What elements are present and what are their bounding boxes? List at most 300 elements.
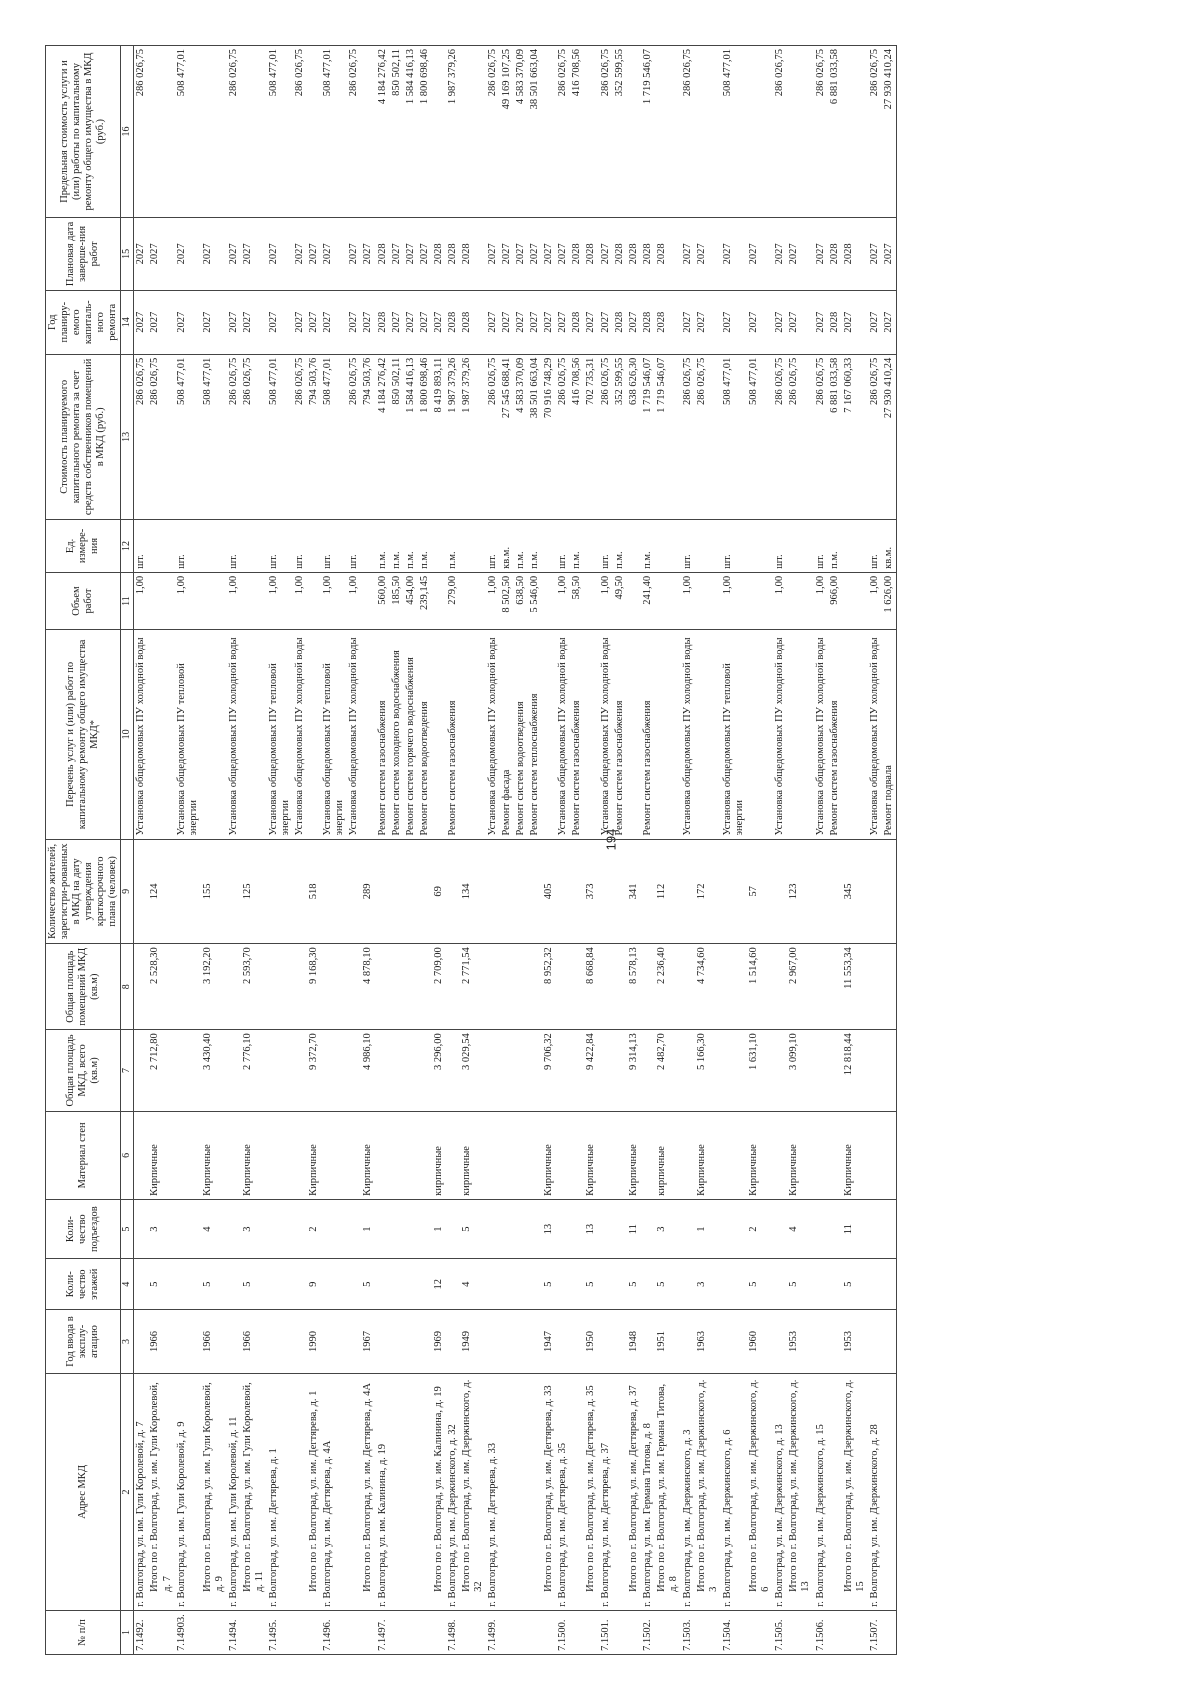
completion-year-cell: 2027 (175, 218, 201, 291)
work-description-cell: Ремонт систем газоснабжения (446, 630, 460, 839)
row-number (361, 1610, 375, 1654)
unit-cell (787, 519, 813, 572)
volume-cell: 8 502,50 (500, 572, 514, 629)
work-description-cell: Установка общедомовых ПУ холодной воды (486, 630, 500, 839)
floors-cell (514, 1259, 528, 1310)
wall-material-cell (641, 1111, 655, 1199)
repair-year-cell: 2027 (134, 290, 149, 354)
wall-material-cell: Кирпичные (542, 1111, 556, 1199)
completion-year-cell: 2027 (486, 218, 500, 291)
repair-year-cell: 2027 (814, 290, 828, 354)
entrances-cell (570, 1199, 584, 1259)
premises-area-cell: 2 236,40 (655, 944, 681, 1030)
completion-year-cell: 2027 (787, 218, 813, 291)
wall-material-cell (390, 1111, 404, 1199)
work-description-cell (460, 630, 486, 839)
limit-cost-cell: 850 502,11 (390, 46, 404, 218)
unit-cell: шт. (321, 519, 347, 572)
residents-cell (599, 839, 613, 944)
limit-cost-cell: 508 477,01 (175, 46, 201, 218)
total-area-cell: 3 296,00 (432, 1030, 446, 1112)
limit-cost-cell (307, 46, 321, 218)
total-area-cell (514, 1030, 528, 1112)
completion-year-cell: 2028 (655, 218, 681, 291)
header-cell: Адрес МКД (46, 1373, 121, 1610)
total-area-cell (528, 1030, 542, 1112)
work-description-cell: Установка общедомовых ПУ тепловой энергии (267, 630, 293, 839)
wall-material-cell (882, 1111, 897, 1199)
address-cell: Итого по г. Волгоград, ул. им. Дегтярева, д. 37 (627, 1373, 641, 1610)
year-cell (828, 1310, 842, 1374)
wall-material-cell (681, 1111, 695, 1199)
page-number: 194 (603, 828, 619, 851)
total-area-cell: 9 314,13 (627, 1030, 641, 1112)
completion-year-cell: 2028 (613, 218, 627, 291)
entrances-cell (882, 1199, 897, 1259)
row-number: 7.1496. (321, 1610, 347, 1654)
work-description-cell: Установка общедомовых ПУ холодной воды (773, 630, 787, 839)
premises-area-cell (418, 944, 432, 1030)
year-cell (404, 1310, 418, 1374)
unit-cell: п.м. (446, 519, 460, 572)
completion-year-cell: 2027 (814, 218, 828, 291)
unit-cell (432, 519, 446, 572)
cost-cell: 38 501 663,04 (528, 354, 542, 519)
wall-material-cell: Кирпичные (695, 1111, 721, 1199)
table-row (681, 46, 695, 1655)
volume-cell (460, 572, 486, 629)
total-area-cell: 5 166,30 (695, 1030, 721, 1112)
volume-cell (361, 572, 375, 629)
wall-material-cell (814, 1111, 828, 1199)
total-area-cell: 3 029,54 (460, 1030, 486, 1112)
limit-cost-cell: 1 719 546,07 (641, 46, 655, 218)
table-body (134, 46, 897, 1655)
residents-cell: 518 (307, 839, 321, 944)
volume-cell: 1 626,00 (882, 572, 897, 629)
limit-cost-cell (787, 46, 813, 218)
address-cell: г. Волгоград, ул. им. Дегтярева, д. 35 (556, 1373, 570, 1610)
address-cell: Итого по г. Волгоград, ул. им. Калинина, д. 19 (432, 1373, 446, 1610)
limit-cost-cell: 352 599,55 (613, 46, 627, 218)
entrances-cell (134, 1199, 149, 1259)
year-cell (613, 1310, 627, 1374)
address-cell: г. Волгоград, ул. им. Дзержинского, д. 3 (681, 1373, 695, 1610)
year-cell: 1953 (842, 1310, 868, 1374)
total-area-cell (721, 1030, 747, 1112)
unit-cell: п.м. (528, 519, 542, 572)
work-description-cell: Установка общедомовых ПУ тепловой энергии (321, 630, 347, 839)
address-cell: Итого по г. Волгоград, ул. им. Дзержинского, д. 13 (787, 1373, 813, 1610)
unit-cell: п.м. (613, 519, 627, 572)
row-number (655, 1610, 681, 1654)
completion-year-cell: 2027 (882, 218, 897, 291)
wall-material-cell (347, 1111, 361, 1199)
limit-cost-cell: 38 501 663,04 (528, 46, 542, 218)
row-number: 7.1501. (599, 1610, 613, 1654)
repair-year-cell: 2027 (321, 290, 347, 354)
entrances-cell (868, 1199, 882, 1259)
unit-cell: шт. (681, 519, 695, 572)
wall-material-cell: Кирпичные (148, 1111, 174, 1199)
wall-material-cell: кирпичные (460, 1111, 486, 1199)
cost-cell: 508 477,01 (201, 354, 227, 519)
residents-cell: 125 (241, 839, 267, 944)
residents-cell (868, 839, 882, 944)
volume-cell: 1,00 (175, 572, 201, 629)
residents-cell (882, 839, 897, 944)
total-area-cell (868, 1030, 882, 1112)
completion-year-cell: 2027 (747, 218, 773, 291)
unit-cell: п.м. (514, 519, 528, 572)
column-number: 6 (121, 1111, 134, 1199)
header-cell: Стоимость планируемого капитального ремонта за счет средств собственников помещений в МКД (руб.) (46, 354, 121, 519)
year-cell (486, 1310, 500, 1374)
limit-cost-cell (241, 46, 267, 218)
column-number-row (121, 46, 134, 1655)
entrances-cell: 1 (695, 1199, 721, 1259)
cost-cell: 70 916 748,29 (542, 354, 556, 519)
address-cell: Итого по г. Волгоград, ул. им. Дегтярева, д. 35 (584, 1373, 598, 1610)
row-number (842, 1610, 868, 1654)
address-cell: г. Волгоград, ул. им. Дегтярева, д. 4А (321, 1373, 347, 1610)
residents-cell: 289 (361, 839, 375, 944)
address-cell (613, 1373, 627, 1610)
premises-area-cell (570, 944, 584, 1030)
header-cell: Материал стен (46, 1111, 121, 1199)
wall-material-cell (613, 1111, 627, 1199)
table-row (175, 46, 201, 1655)
wall-material-cell (528, 1111, 542, 1199)
entrances-cell: 4 (201, 1199, 227, 1259)
column-number: 10 (121, 630, 134, 839)
work-description-cell: Ремонт систем газоснабжения (641, 630, 655, 839)
wall-material-cell (321, 1111, 347, 1199)
premises-area-cell (721, 944, 747, 1030)
repair-year-cell: 2027 (241, 290, 267, 354)
repair-year-cell: 2027 (695, 290, 721, 354)
unit-cell: п.м. (828, 519, 842, 572)
row-number (500, 1610, 514, 1654)
completion-year-cell: 2027 (390, 218, 404, 291)
unit-cell (241, 519, 267, 572)
address-cell: г. Волгоград, ул. им. Гули Королевой, д. 7 (134, 1373, 149, 1610)
wall-material-cell (500, 1111, 514, 1199)
volume-cell (695, 572, 721, 629)
limit-cost-cell (627, 46, 641, 218)
premises-area-cell: 2 771,54 (460, 944, 486, 1030)
floors-cell (773, 1259, 787, 1310)
repair-year-cell: 2028 (655, 290, 681, 354)
entrances-cell: 1 (361, 1199, 375, 1259)
table-row (613, 46, 627, 1655)
row-number (148, 1610, 174, 1654)
total-row (307, 46, 321, 1655)
work-description-cell (842, 630, 868, 839)
limit-cost-cell: 286 026,75 (868, 46, 882, 218)
wall-material-cell: Кирпичные (627, 1111, 641, 1199)
address-cell (390, 1373, 404, 1610)
residents-cell (134, 839, 149, 944)
limit-cost-cell: 286 026,75 (814, 46, 828, 218)
floors-cell (681, 1259, 695, 1310)
work-description-cell: Ремонт систем газоснабжения (376, 630, 390, 839)
premises-area-cell (814, 944, 828, 1030)
header-cell: № п/п (46, 1610, 121, 1654)
limit-cost-cell (201, 46, 227, 218)
total-area-cell (175, 1030, 201, 1112)
residents-cell (814, 839, 828, 944)
residents-cell (556, 839, 570, 944)
unit-cell: шт. (868, 519, 882, 572)
repair-year-cell: 2027 (347, 290, 361, 354)
cost-cell: 794 503,76 (307, 354, 321, 519)
floors-cell (868, 1259, 882, 1310)
cost-cell: 286 026,75 (556, 354, 570, 519)
work-description-cell: Установка общедомовых ПУ холодной воды (681, 630, 695, 839)
table-row (514, 46, 528, 1655)
volume-cell: 5 546,00 (528, 572, 542, 629)
floors-cell (641, 1259, 655, 1310)
unit-cell: шт. (267, 519, 293, 572)
column-number: 9 (121, 839, 134, 944)
unit-cell (842, 519, 868, 572)
residents-cell (267, 839, 293, 944)
row-number (627, 1610, 641, 1654)
column-number: 2 (121, 1373, 134, 1610)
wall-material-cell (570, 1111, 584, 1199)
premises-area-cell: 2 593,70 (241, 944, 267, 1030)
address-cell: г. Волгоград, ул. им. Калинина, д. 19 (376, 1373, 390, 1610)
unit-cell: шт. (814, 519, 828, 572)
entrances-cell: 11 (842, 1199, 868, 1259)
row-number (584, 1610, 598, 1654)
year-cell (376, 1310, 390, 1374)
repair-year-cell: 2028 (828, 290, 842, 354)
address-cell: г. Волгоград, ул. им. Дзержинского, д. 15 (814, 1373, 828, 1610)
work-description-cell: Установка общедомовых ПУ холодной воды (134, 630, 149, 839)
premises-area-cell (390, 944, 404, 1030)
work-description-cell (584, 630, 598, 839)
floors-cell (321, 1259, 347, 1310)
limit-cost-cell (432, 46, 446, 218)
repair-year-cell: 2027 (773, 290, 787, 354)
total-row (627, 46, 641, 1655)
address-cell: г. Волгоград, ул. им. Гули Королевой, д. 9 (175, 1373, 201, 1610)
entrances-cell: 3 (655, 1199, 681, 1259)
entrances-cell (500, 1199, 514, 1259)
completion-year-cell: 2027 (418, 218, 432, 291)
unit-cell: шт. (347, 519, 361, 572)
cost-cell: 4 184 276,42 (376, 354, 390, 519)
year-cell (599, 1310, 613, 1374)
unit-cell: шт. (599, 519, 613, 572)
residents-cell (227, 839, 241, 944)
premises-area-cell: 11 553,34 (842, 944, 868, 1030)
cost-cell: 416 708,56 (570, 354, 584, 519)
entrances-cell: 13 (584, 1199, 598, 1259)
cost-cell: 286 026,75 (773, 354, 787, 519)
address-cell (404, 1373, 418, 1610)
limit-cost-cell (655, 46, 681, 218)
residents-cell: 155 (201, 839, 227, 944)
total-row (460, 46, 486, 1655)
address-cell (500, 1373, 514, 1610)
completion-year-cell: 2028 (460, 218, 486, 291)
entrances-cell: 3 (241, 1199, 267, 1259)
repair-year-cell: 2027 (148, 290, 174, 354)
total-area-cell: 2 776,10 (241, 1030, 267, 1112)
year-cell: 1949 (460, 1310, 486, 1374)
unit-cell: шт. (175, 519, 201, 572)
column-number: 8 (121, 944, 134, 1030)
limit-cost-cell (747, 46, 773, 218)
residents-cell: 345 (842, 839, 868, 944)
cost-cell: 286 026,75 (868, 354, 882, 519)
completion-year-cell: 2027 (241, 218, 267, 291)
residents-cell (528, 839, 542, 944)
floors-cell: 5 (148, 1259, 174, 1310)
year-cell (814, 1310, 828, 1374)
work-description-cell (627, 630, 641, 839)
limit-cost-cell (842, 46, 868, 218)
address-cell (293, 1373, 307, 1610)
volume-cell (307, 572, 321, 629)
row-number: 7.1495. (267, 1610, 293, 1654)
address-cell: Итого по г. Волгоград, ул. им. Гули Королевой, д. 9 (201, 1373, 227, 1610)
repair-year-cell: 2027 (175, 290, 201, 354)
work-description-cell (787, 630, 813, 839)
wall-material-cell (227, 1111, 241, 1199)
entrances-cell (486, 1199, 500, 1259)
limit-cost-cell: 416 708,56 (570, 46, 584, 218)
limit-cost-cell: 508 477,01 (321, 46, 347, 218)
work-description-cell: Установка общедомовых ПУ тепловой энергии (175, 630, 201, 839)
work-description-cell: Ремонт систем горячего водоснабжения (404, 630, 418, 839)
row-number: 7.14903. (175, 1610, 201, 1654)
entrances-cell (599, 1199, 613, 1259)
floors-cell (556, 1259, 570, 1310)
floors-cell: 5 (842, 1259, 868, 1310)
table-row (773, 46, 787, 1655)
residents-cell: 69 (432, 839, 446, 944)
total-area-cell (500, 1030, 514, 1112)
unit-cell (201, 519, 227, 572)
residents-cell (486, 839, 500, 944)
floors-cell (828, 1259, 842, 1310)
row-number: 7.1502. (641, 1610, 655, 1654)
repair-year-cell: 2028 (570, 290, 584, 354)
volume-cell: 49,50 (613, 572, 627, 629)
completion-year-cell: 2027 (321, 218, 347, 291)
column-number: 13 (121, 354, 134, 519)
entrances-cell: 11 (627, 1199, 641, 1259)
completion-year-cell: 2027 (201, 218, 227, 291)
volume-cell: 58,50 (570, 572, 584, 629)
premises-area-cell (227, 944, 241, 1030)
volume-cell (241, 572, 267, 629)
volume-cell: 1,00 (486, 572, 500, 629)
year-cell (556, 1310, 570, 1374)
floors-cell: 9 (307, 1259, 321, 1310)
total-area-cell (599, 1030, 613, 1112)
limit-cost-cell: 1 800 698,46 (418, 46, 432, 218)
year-cell: 1963 (695, 1310, 721, 1374)
premises-area-cell (514, 944, 528, 1030)
volume-cell: 1,00 (773, 572, 787, 629)
wall-material-cell (418, 1111, 432, 1199)
work-description-cell (655, 630, 681, 839)
repair-year-cell: 2027 (404, 290, 418, 354)
repair-year-cell: 2027 (556, 290, 570, 354)
year-cell (882, 1310, 897, 1374)
row-number (747, 1610, 773, 1654)
column-number: 14 (121, 290, 134, 354)
residents-cell (347, 839, 361, 944)
work-description-cell (361, 630, 375, 839)
total-row (542, 46, 556, 1655)
completion-year-cell: 2027 (681, 218, 695, 291)
year-cell (267, 1310, 293, 1374)
header-cell: Год ввода в эксплу-атацию (46, 1310, 121, 1374)
residents-cell: 57 (747, 839, 773, 944)
cost-cell: 286 026,75 (241, 354, 267, 519)
completion-year-cell: 2027 (599, 218, 613, 291)
address-cell (528, 1373, 542, 1610)
volume-cell (655, 572, 681, 629)
entrances-cell: 3 (148, 1199, 174, 1259)
row-number: 7.1499. (486, 1610, 500, 1654)
cost-cell: 508 477,01 (747, 354, 773, 519)
year-cell (418, 1310, 432, 1374)
entrances-cell (227, 1199, 241, 1259)
repair-year-cell: 2027 (390, 290, 404, 354)
total-area-cell (446, 1030, 460, 1112)
unit-cell (655, 519, 681, 572)
residents-cell (828, 839, 842, 944)
unit-cell: п.м. (390, 519, 404, 572)
unit-cell (627, 519, 641, 572)
completion-year-cell: 2027 (695, 218, 721, 291)
limit-cost-cell: 27 930 410,24 (882, 46, 897, 218)
total-area-cell (882, 1030, 897, 1112)
volume-cell: 1,00 (556, 572, 570, 629)
cost-cell: 7 167 060,33 (842, 354, 868, 519)
header-cell: Общая площадь МКД, всего (кв.м) (46, 1030, 121, 1112)
premises-area-cell (267, 944, 293, 1030)
residents-cell: 341 (627, 839, 641, 944)
residents-cell: 405 (542, 839, 556, 944)
total-row (695, 46, 721, 1655)
table-row (446, 46, 460, 1655)
column-number: 15 (121, 218, 134, 291)
cost-cell: 1 584 416,13 (404, 354, 418, 519)
limit-cost-cell (584, 46, 598, 218)
table-row (486, 46, 500, 1655)
residents-cell (376, 839, 390, 944)
table-row (528, 46, 542, 1655)
premises-area-cell: 1 514,60 (747, 944, 773, 1030)
row-number (432, 1610, 446, 1654)
limit-cost-cell: 508 477,01 (267, 46, 293, 218)
row-number (695, 1610, 721, 1654)
year-cell (773, 1310, 787, 1374)
table-row (134, 46, 149, 1655)
address-cell: г. Волгоград, ул. им. Гули Королевой, д. 11 (227, 1373, 241, 1610)
table-row (570, 46, 584, 1655)
repair-year-cell: 2027 (418, 290, 432, 354)
floors-cell (390, 1259, 404, 1310)
